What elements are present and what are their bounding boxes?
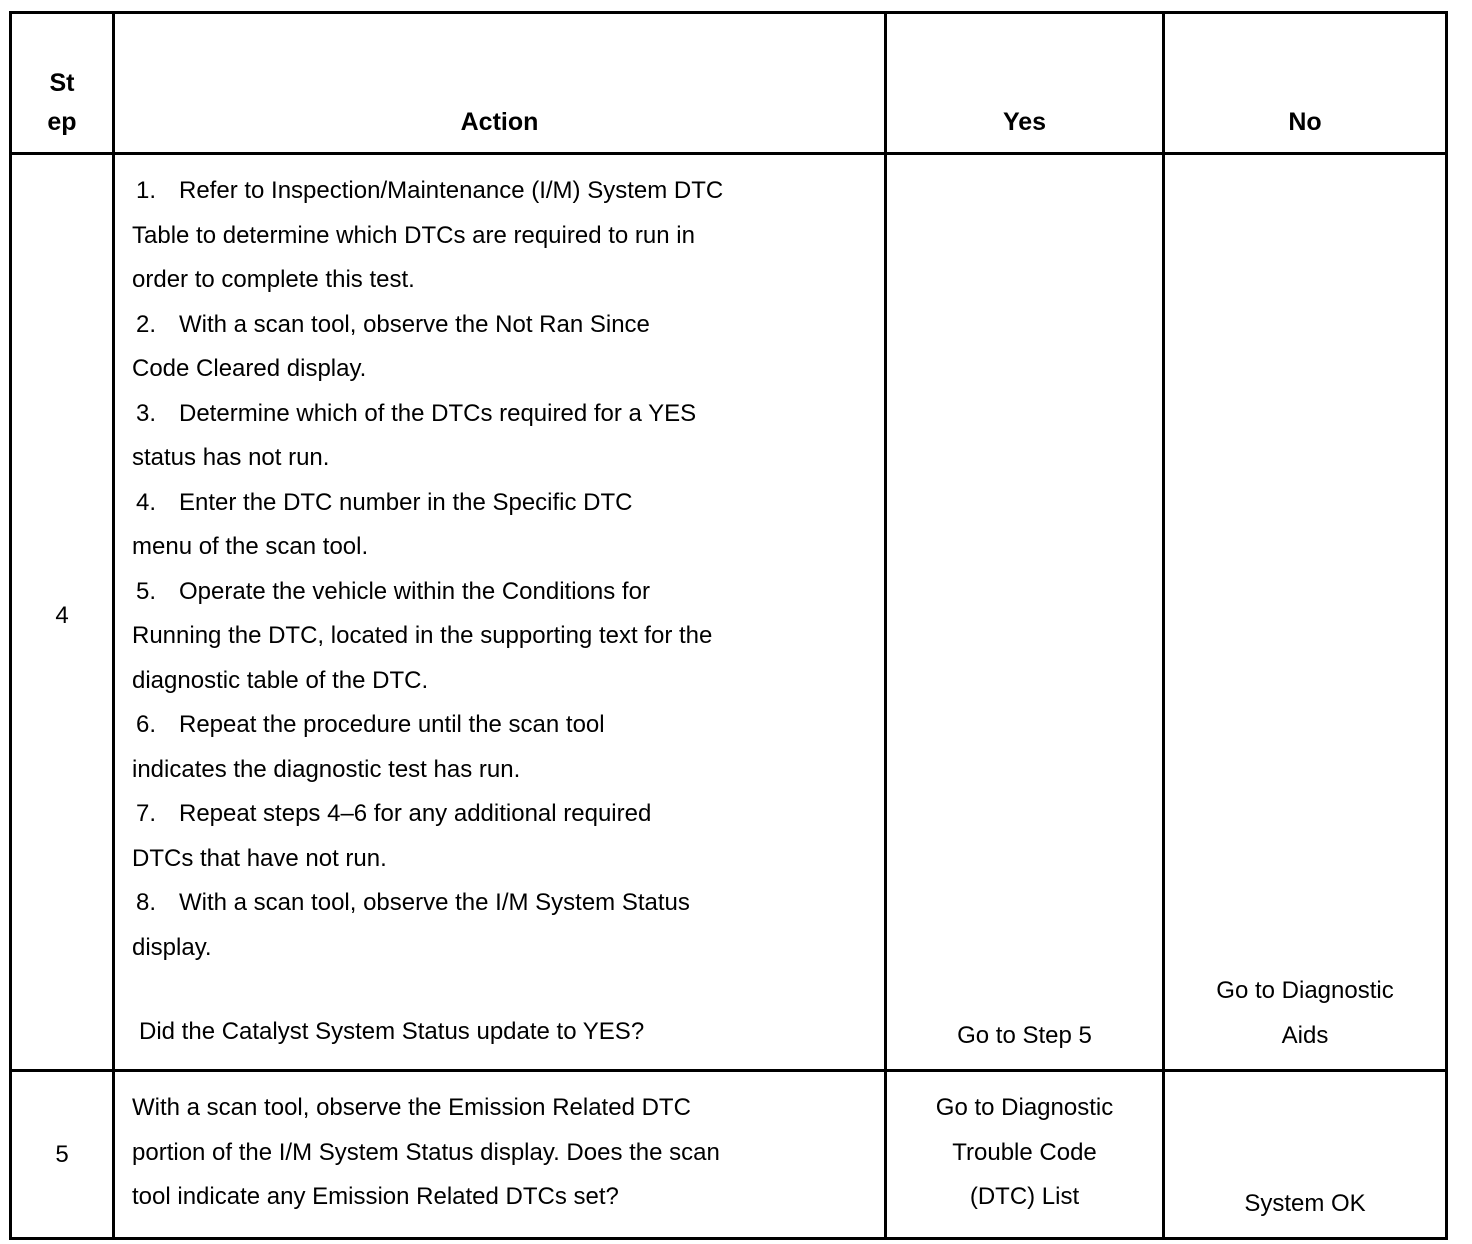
- no-result: [1164, 1071, 1447, 1239]
- table-row: [11, 154, 1447, 1071]
- header-step-line: St: [49, 69, 75, 97]
- yes-result-line: Go to Step 5: [957, 1021, 1092, 1049]
- no-result-line: Go to Diagnostic: [1216, 977, 1394, 1004]
- item-number: 1.: [136, 177, 157, 204]
- question-text: Did the Catalyst System Status update to YES?: [139, 1018, 645, 1045]
- item-text: Repeat the procedure until the scan tool: [179, 711, 605, 738]
- header-no: No: [1164, 13, 1447, 154]
- item-text: Repeat steps 4–6 for any additional required: [179, 800, 652, 827]
- yes-result-line: Trouble Code: [952, 1138, 1097, 1166]
- yes-result: [886, 154, 1164, 1071]
- header-row: [11, 13, 1447, 154]
- item-number: 3.: [136, 399, 157, 427]
- yes-result: [886, 1071, 1164, 1239]
- item-text: Table to determine which DTCs are required to run in: [132, 221, 695, 249]
- action-item: [132, 570, 874, 704]
- item-number: 7.: [136, 800, 157, 827]
- table-row: [11, 1071, 1447, 1239]
- item-number: 4.: [136, 488, 157, 516]
- item-text: Refer to Inspection/Maintenance (I/M) System DTC: [179, 177, 724, 204]
- no-result-line: Aids: [1281, 1021, 1329, 1049]
- action-cell: [114, 1071, 886, 1239]
- item-text: order to complete this test.: [132, 266, 415, 293]
- header-action: Action: [114, 13, 886, 154]
- action-item: [132, 392, 874, 481]
- item-text: With a scan tool, observe the I/M System Status: [179, 889, 690, 916]
- item-text: menu of the scan tool.: [132, 533, 369, 560]
- diagnostic-table: [9, 11, 1448, 1240]
- action-text: With a scan tool, observe the Emission Related DTC: [132, 1094, 691, 1121]
- item-text: display.: [132, 933, 212, 961]
- header-step: [11, 13, 114, 154]
- item-number: 2.: [136, 310, 157, 338]
- item-text: indicates the diagnostic test has run.: [132, 755, 521, 783]
- yes-result-line: (DTC) List: [969, 1183, 1080, 1210]
- item-text: Determine which of the DTCs required for a YES: [179, 399, 697, 427]
- step-number: 4: [11, 154, 114, 1071]
- action-item: [132, 792, 874, 881]
- no-result-line: System OK: [1244, 1189, 1366, 1217]
- step-number: 5: [11, 1071, 114, 1239]
- action-cell: [114, 154, 886, 1071]
- item-text: Code Cleared display.: [132, 355, 367, 382]
- action-item: [132, 303, 874, 392]
- action-item: [132, 703, 874, 792]
- header-yes: Yes: [886, 13, 1164, 154]
- yes-result-line: Go to Diagnostic: [935, 1094, 1114, 1121]
- item-text: Enter the DTC number in the Specific DTC: [179, 488, 633, 516]
- action-text: tool indicate any Emission Related DTCs set?: [132, 1183, 619, 1210]
- item-number: 5.: [136, 577, 157, 605]
- item-number: 6.: [136, 711, 157, 738]
- no-result: [1164, 154, 1447, 1071]
- item-text: Operate the vehicle within the Conditions for: [179, 577, 650, 605]
- item-text: DTCs that have not run.: [132, 844, 387, 872]
- item-number: 8.: [136, 889, 157, 916]
- item-text: With a scan tool, observe the Not Ran Since: [179, 310, 650, 338]
- action-text: portion of the I/M System Status display. Does the scan: [132, 1138, 720, 1166]
- item-text: Running the DTC, located in the supporting text for the: [132, 622, 713, 649]
- header-step-line: ep: [47, 108, 77, 136]
- item-text: diagnostic table of the DTC.: [132, 666, 429, 694]
- action-item: [132, 881, 874, 970]
- item-text: status has not run.: [132, 444, 330, 471]
- action-item: [132, 169, 874, 303]
- action-item: [132, 481, 874, 570]
